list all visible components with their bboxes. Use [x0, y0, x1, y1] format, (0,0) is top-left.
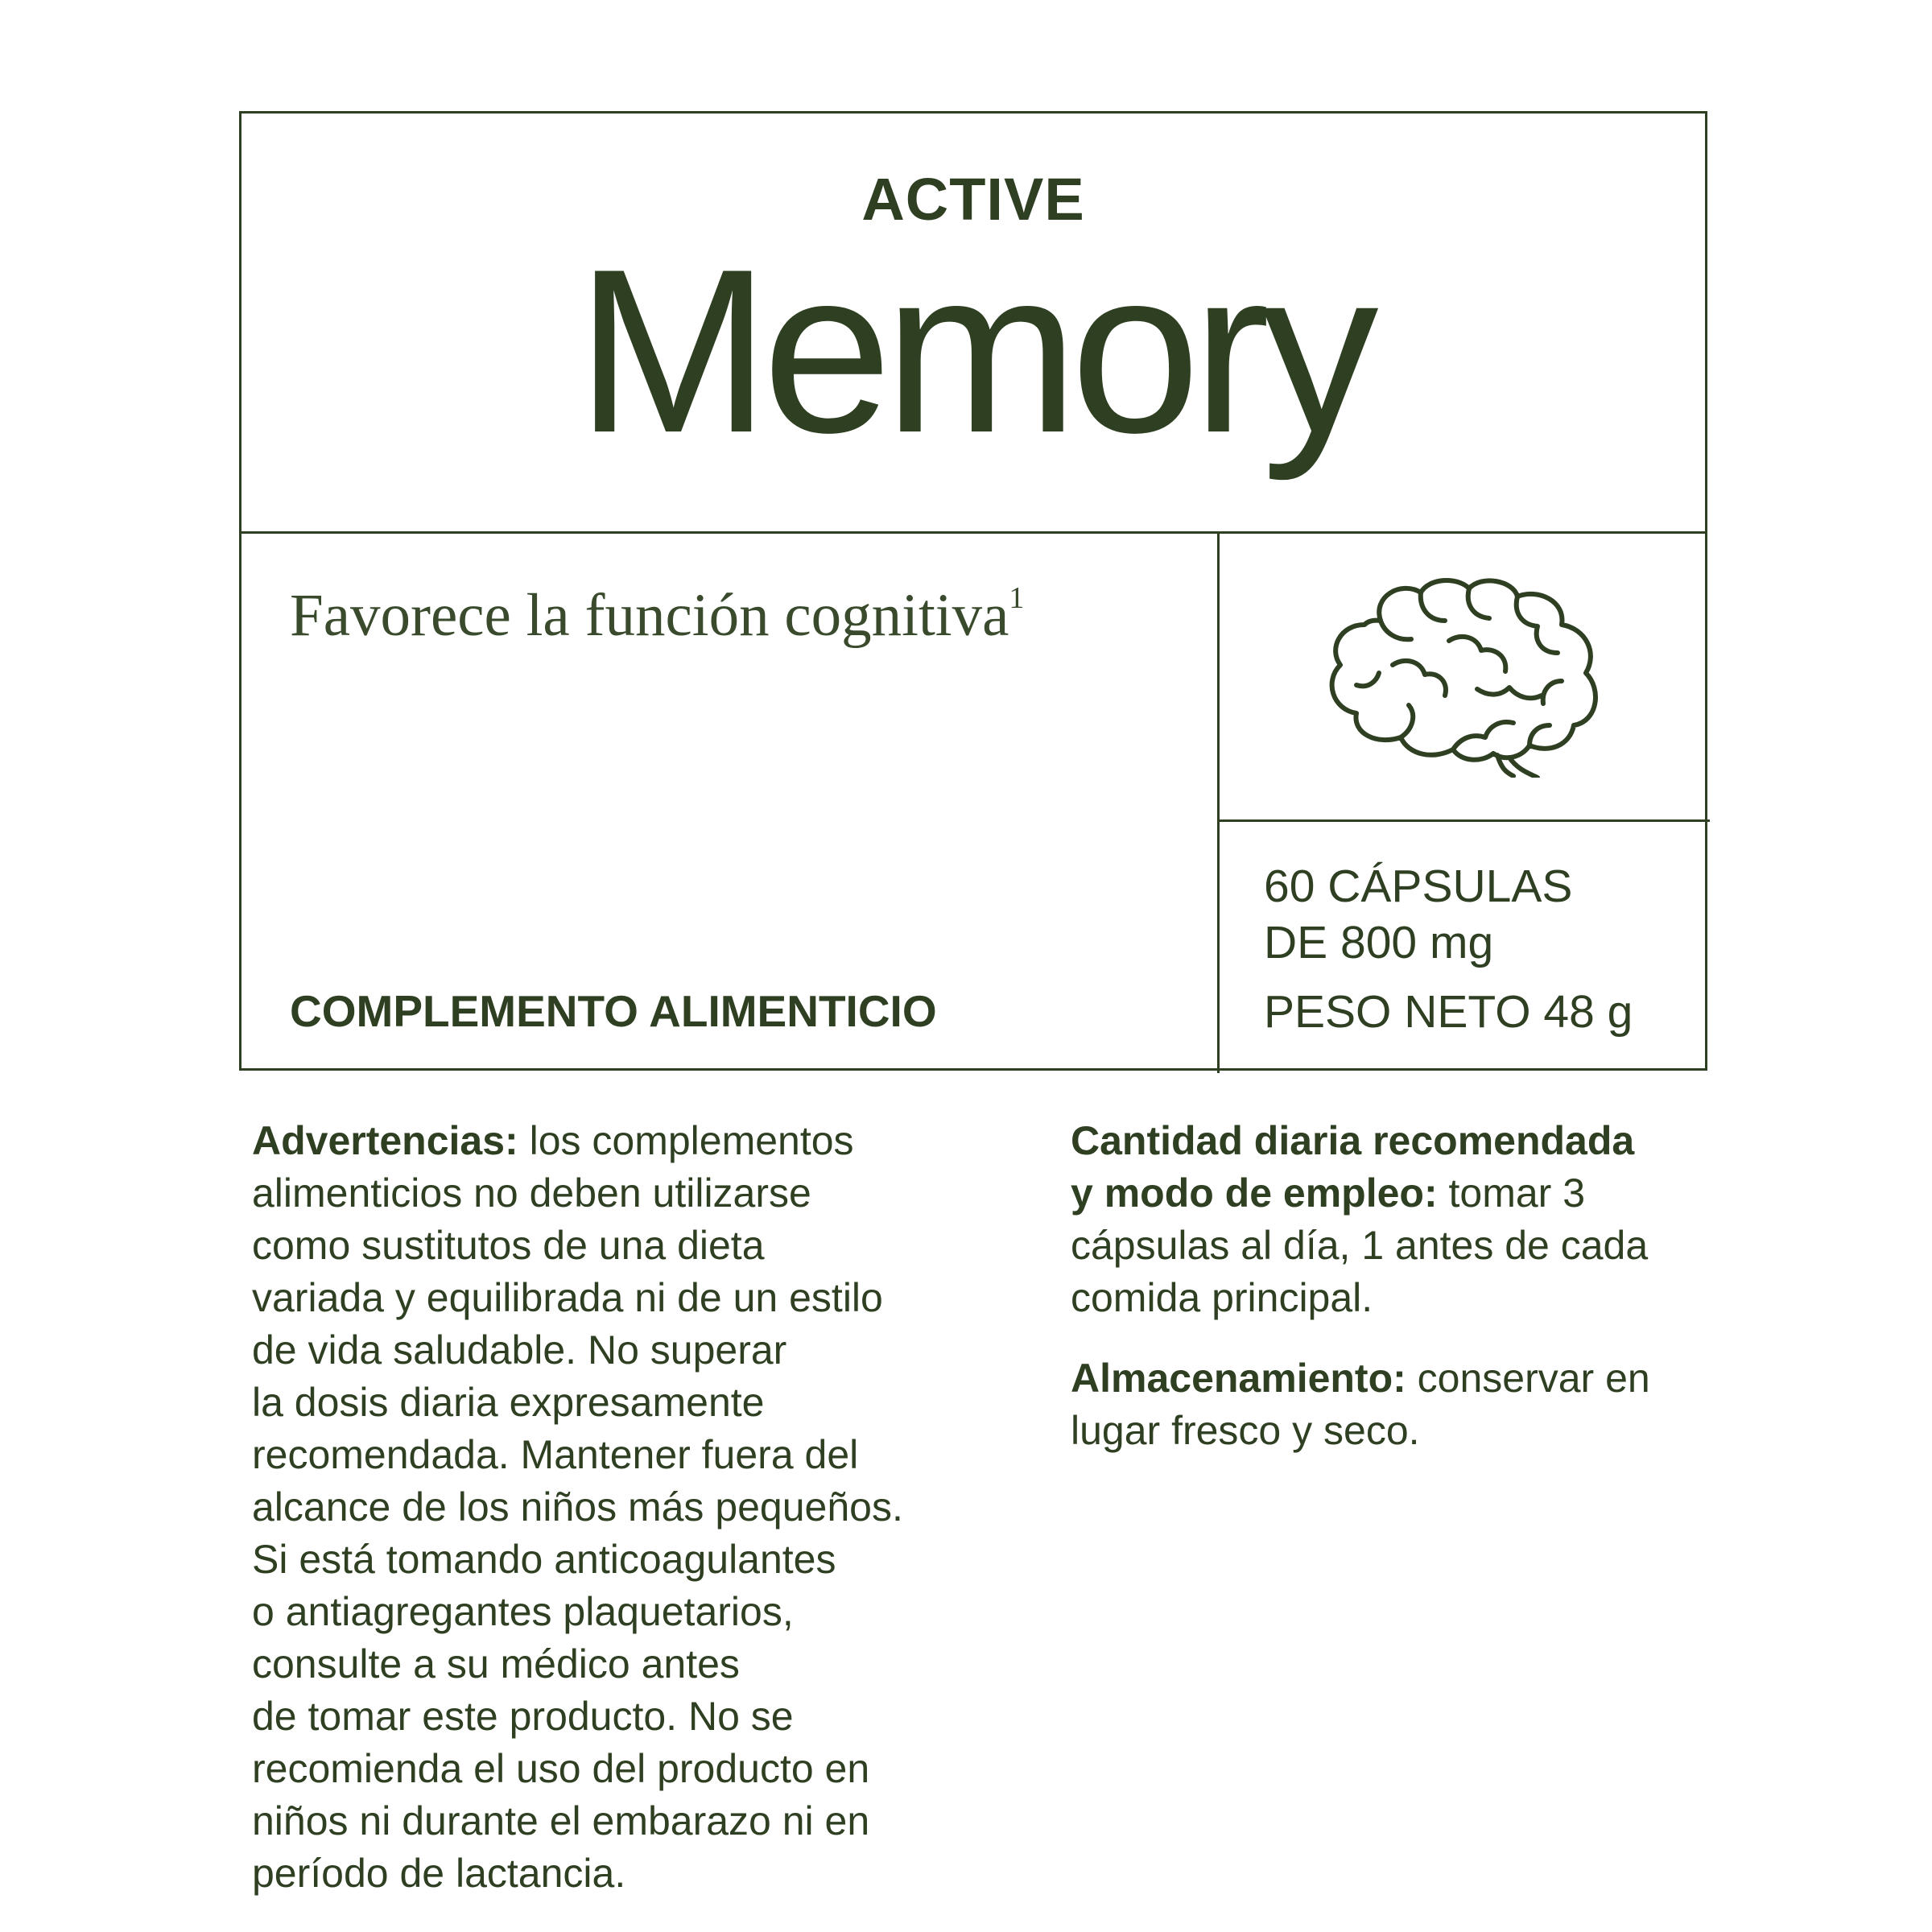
- storage-text: conservar en lugar fresco y seco.: [1071, 1356, 1650, 1453]
- divider-horizontal-right: [1217, 819, 1710, 822]
- capsule-count-line2: DE 800 mg: [1264, 917, 1494, 968]
- divider-horizontal: [242, 531, 1705, 534]
- claim-text: Favorece la función cognitiva: [290, 582, 1009, 649]
- divider-vertical: [1217, 531, 1220, 1073]
- product-category: COMPLEMENTO ALIMENTICIO: [290, 986, 937, 1036]
- brain-icon: [1324, 576, 1610, 778]
- usage-title: Cantidad diaria recomendada y modo de empleo:: [1071, 1118, 1635, 1216]
- capsule-count: [1264, 858, 1572, 971]
- warnings-section: [252, 1115, 976, 1900]
- net-weight: PESO NETO 48 g: [1264, 986, 1633, 1038]
- warnings-text: los complementos alimenticios no deben utilizarse como sustitutos de una dieta variada y equilibrada ni de un estilo de vida saludable. No superar la dosis diaria expresamente recomendada. Mantener fuera del alcance de los niños más pequeños. Si está tomando anticoagulantes o antiagregantes plaquetarios, consulte a su médico antes de tomar este producto. No se recomienda el uso del producto en niños ni durante el embarazo ni en período de lactancia.: [252, 1118, 903, 1896]
- usage-section: [1071, 1115, 1715, 1324]
- product-name: Memory: [576, 221, 1371, 481]
- claim-footnote: 1: [1009, 581, 1025, 615]
- storage-title: Almacenamiento:: [1071, 1356, 1406, 1401]
- warnings-title: Advertencias:: [252, 1118, 518, 1163]
- product-label-panel: [239, 111, 1707, 1071]
- product-claim: [290, 576, 1175, 655]
- brand-name: ACTIVE: [861, 166, 1085, 233]
- usage-text: tomar 3 cápsulas al día, 1 antes de cada comida principal.: [1071, 1170, 1649, 1320]
- storage-section: [1071, 1352, 1715, 1457]
- capsule-count-line1: 60 CÁPSULAS: [1264, 861, 1573, 912]
